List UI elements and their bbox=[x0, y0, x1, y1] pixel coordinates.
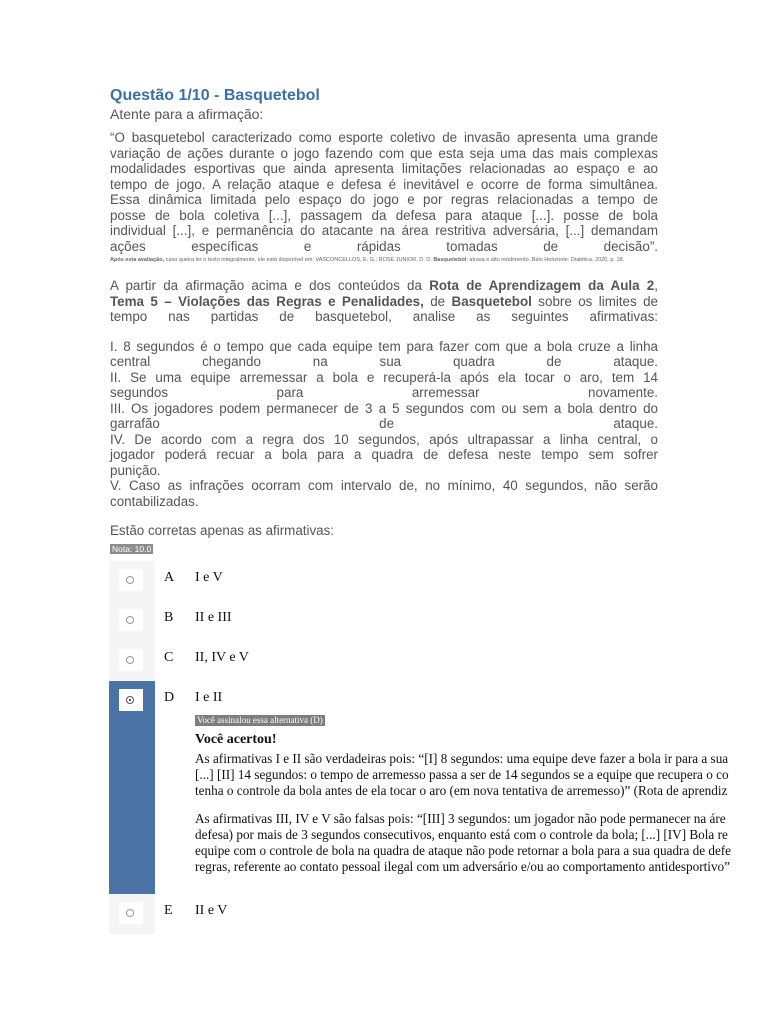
option-label: II e III bbox=[195, 610, 232, 625]
quote-line: variação de ações durante o jogo fazendo com que esta seja uma das mais complexas bbox=[110, 145, 658, 161]
explanation-line: [...] [II] 14 segundos: o tempo de arremesso passa a ser de 14 segundos se a equipe que recupera o co bbox=[195, 767, 729, 782]
option-letter: C bbox=[164, 650, 174, 665]
statement-line: contabilizadas. bbox=[110, 493, 199, 509]
option-label: I e II bbox=[195, 690, 223, 705]
grade-badge: Nota: 10.0 bbox=[112, 544, 152, 554]
question-subtitle: Atente para a afirmação: bbox=[110, 106, 264, 122]
radio-circle-icon bbox=[126, 616, 134, 624]
feedback-panel bbox=[195, 710, 768, 875]
option-background bbox=[155, 601, 768, 641]
option-letter: E bbox=[164, 903, 173, 918]
option-background bbox=[155, 894, 768, 934]
reference-text: caso queira ler o texto integralmente, ele está disponível em: VASCONCELLOS, E. G.; ROSE JUNIOR, D. D. bbox=[164, 257, 434, 263]
question-panel bbox=[110, 86, 658, 557]
marked-note: Você assinalou essa alternativa (D) bbox=[197, 715, 323, 725]
radio-button[interactable] bbox=[119, 902, 143, 924]
option-letter: A bbox=[164, 570, 175, 585]
option-label: II, IV e V bbox=[195, 650, 249, 665]
quote-line: modalidades esportivas que ainda apresenta limitações relacionadas ao espaço e ao bbox=[110, 161, 658, 176]
radio-button[interactable] bbox=[119, 569, 143, 591]
radio-circle-icon bbox=[126, 909, 134, 917]
explanation-line: regras, referente ao contato pessoal ilegal com um adversário e/ou ao comportamento antidesportivo” bbox=[195, 859, 730, 874]
answer-options bbox=[109, 561, 768, 934]
quote-line: posse de bola coletiva [...], passagem da defesa para ataque [...]. posse de bola bbox=[110, 207, 658, 223]
question-prompt: Estão corretas apenas as afirmativas: bbox=[110, 523, 335, 538]
explanation-line: equipe com o controle de bola na quadra de ataque não pode retornar a bola para a sua quadra de defe bbox=[195, 843, 732, 858]
intro-text: sobre os limites de bbox=[531, 293, 658, 309]
quote-line: individual [...], e permanência do atacante na área restritiva adversária, [...] demandam bbox=[110, 223, 658, 238]
explanation-line: tenha o controle da bola antes de ela tocar o aro (em nova tentativa de arremesso)” (Rota de aprendiz bbox=[195, 783, 728, 798]
explanation-line: defesa) por mais de 3 segundos consecutivos, enquanto está com o controle da bola; [...] [IV] Bola re bbox=[195, 827, 728, 842]
intro bbox=[110, 278, 658, 325]
statement-line: punição. bbox=[110, 462, 161, 478]
reference-lead: Após esta avaliação, bbox=[110, 257, 165, 263]
statement-line: jogador poderá recuar a bola para a quadra de defesa neste tempo sem sofrer bbox=[110, 447, 658, 462]
explanation-true bbox=[195, 751, 768, 799]
reference-tail: : atrasa e alto rendimento. Belo Horizonte: Dialética, 2020. p. 18. bbox=[466, 257, 625, 263]
statement-line: garrafão de ataque. bbox=[110, 416, 658, 431]
quote-line: ações específicas e rápidas tomadas de decisão”. bbox=[110, 238, 658, 254]
intro-bold: Tema 5 – Violações das Regras e Penalidades, bbox=[110, 293, 424, 309]
statement-line: I. 8 segundos é o tempo que cada equipe tem para fazer com que a bola cruze a linha bbox=[110, 338, 658, 354]
option-c[interactable] bbox=[109, 641, 768, 681]
statement-line: II. Se uma equipe arremessar a bola e recuperá-la após ela tocar o aro, tem 14 bbox=[110, 369, 658, 385]
intro-text: A partir da afirmação acima e dos conteúdos da bbox=[110, 278, 430, 293]
correct-message: Você acertou! bbox=[195, 732, 277, 747]
option-letter: D bbox=[164, 690, 175, 705]
reference-book: Basquetebol bbox=[433, 257, 467, 263]
intro-line bbox=[110, 294, 658, 310]
statement-line: IV. De acordo com a regra dos 10 segundos, após ultrapassar a linha central, o bbox=[110, 431, 658, 447]
radio-button[interactable] bbox=[119, 649, 143, 671]
radio-button-checked[interactable] bbox=[119, 689, 143, 711]
explanation-line: As afirmativas I e II são verdadeiras pois: “[I] 8 segundos: uma equipe deve fazer a bola ir para a sua bbox=[195, 751, 729, 766]
radio-checked-icon bbox=[126, 696, 134, 704]
statement-line: III. Os jogadores podem permanecer de 3 a 5 segundos com ou sem a bola dentro do bbox=[110, 400, 658, 416]
option-gutter-selected bbox=[109, 681, 155, 894]
option-letter: B bbox=[164, 610, 174, 625]
statements bbox=[110, 339, 658, 510]
reference bbox=[110, 256, 658, 264]
statement-line: V. Caso as infrações ocorram com intervalo de, no mínimo, 40 segundos, não serão bbox=[110, 478, 658, 493]
option-d[interactable] bbox=[109, 681, 768, 894]
intro-bold: Rota de Aprendizagem da Aula 2 bbox=[429, 278, 655, 293]
quote-line: Essa dinâmica limitada pelo espaço do jogo e por regras relacionadas a tempo de bbox=[110, 192, 658, 207]
intro-line bbox=[110, 278, 658, 294]
intro-text: de bbox=[423, 293, 452, 309]
question-title: Questão 1/10 - Basquetebol bbox=[110, 87, 320, 104]
quote-line: tempo de jogo. A relação ataque e defesa é inevitável e ocorre de forma simultânea. bbox=[110, 176, 658, 192]
statement-line: central chegando na sua quadra de ataque. bbox=[110, 354, 658, 369]
option-b[interactable] bbox=[109, 601, 768, 641]
radio-circle-icon bbox=[126, 576, 134, 584]
quote bbox=[110, 130, 658, 254]
intro-text: , bbox=[654, 278, 658, 293]
option-label: II e V bbox=[195, 903, 228, 918]
explanation-false bbox=[195, 811, 768, 875]
option-label: I e V bbox=[195, 570, 223, 585]
quote-line: “O basquetebol caracterizado como esporte coletivo de invasão apresenta uma grande bbox=[110, 130, 658, 145]
option-e[interactable] bbox=[109, 894, 768, 934]
option-background bbox=[155, 561, 768, 601]
radio-button[interactable] bbox=[119, 609, 143, 631]
intro-line: tempo nas partidas de basquetebol, analise as seguintes afirmativas: bbox=[110, 309, 658, 324]
option-a[interactable] bbox=[109, 561, 768, 601]
radio-circle-icon bbox=[126, 656, 134, 664]
explanation-line: As afirmativas III, IV e V são falsas pois: “[III] 3 segundos: um jogador não pode permanecer na áre bbox=[195, 811, 726, 826]
statement-line: segundos para arremessar novamente. bbox=[110, 385, 658, 400]
intro-bold: Basquetebol bbox=[451, 293, 532, 309]
